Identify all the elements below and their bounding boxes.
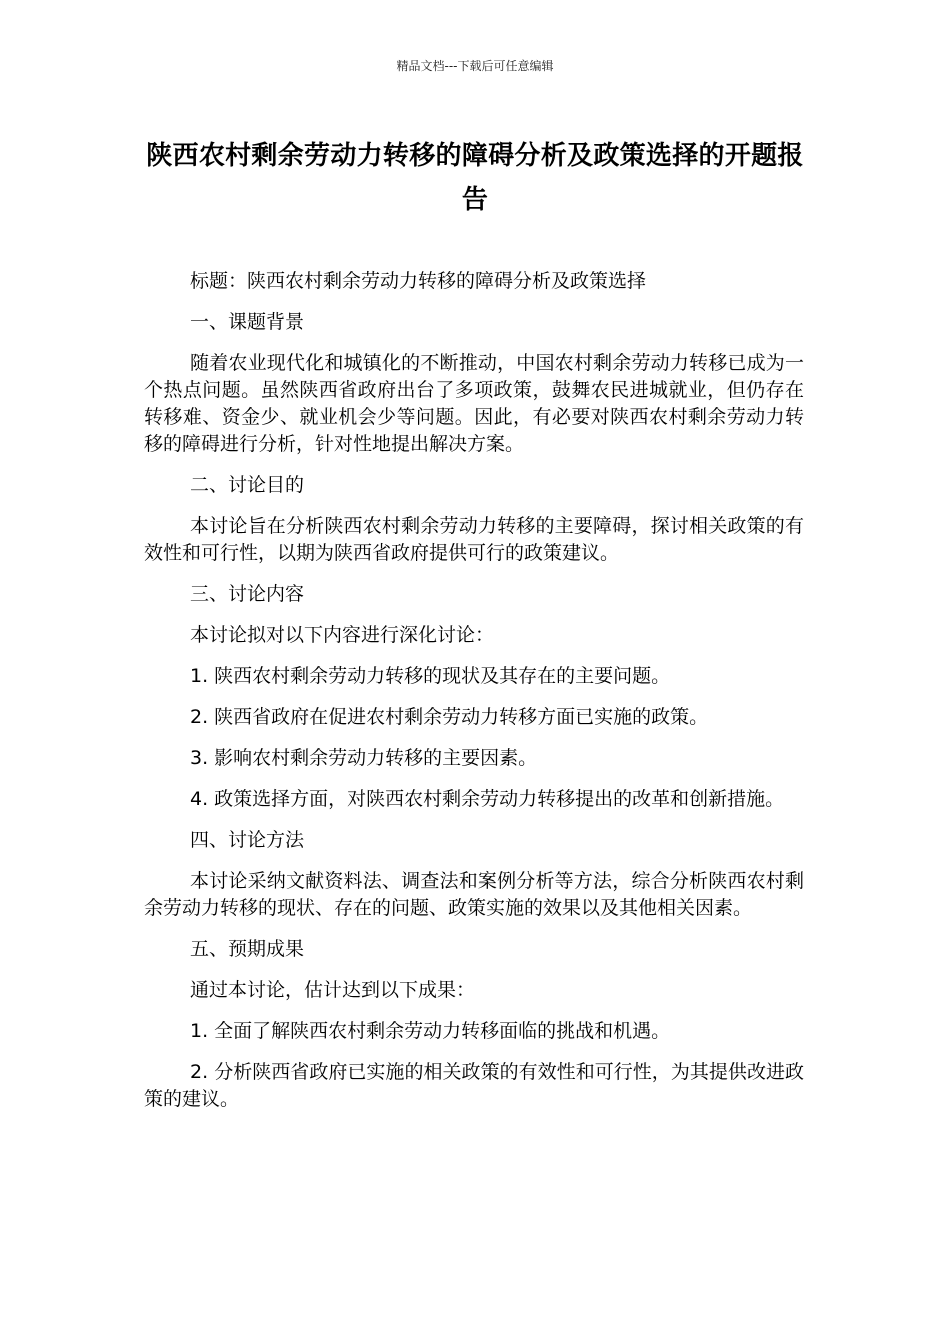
section-heading-content: 三、讨论内容 [190,583,305,605]
section-heading-background: 一、课题背景 [190,311,305,333]
list-item-content-4: 4. 政策选择方面，对陕西农村剩余劳动力转移提出的改革和创新措施。 [190,788,785,810]
section-heading-results: 五、预期成果 [190,938,305,960]
document-body [144,268,804,1127]
list-item-results-2: 2. 分析陕西省政府已实施的相关政策的有效性和可行性，为其提供改进政策的建议。 [144,1061,804,1110]
list-item-content-3: 3. 影响农村剩余劳动力转移的主要因素。 [190,747,538,769]
paragraph-purpose: 本讨论旨在分析陕西农村剩余劳动力转移的主要障碍，探讨相关政策的有效性和可行性，以期为陕西省政府提供可行的政策建议。 [144,515,804,564]
section-heading-method: 四、讨论方法 [190,829,305,851]
paragraph-content-intro: 本讨论拟对以下内容进行深化讨论： [190,624,495,646]
list-item-content-1: 1. 陕西农村剩余劳动力转移的现状及其存在的主要问题。 [190,665,671,687]
paragraph-subject: 标题：陕西农村剩余劳动力转移的障碍分析及政策选择 [190,270,647,292]
header-note: 精品文档---下载后可任意编辑 [396,59,554,73]
paragraph-method: 本讨论采纳文献资料法、调查法和案例分析等方法，综合分析陕西农村剩余劳动力转移的现状、存在的问题、政策实施的效果以及其他相关因素。 [144,870,804,919]
paragraph-results-intro: 通过本讨论，估计达到以下成果： [190,979,476,1001]
document-title: 陕西农村剩余劳动力转移的障碍分析及政策选择的开题报告 [146,141,804,215]
paragraph-background: 随着农业现代化和城镇化的不断推动，中国农村剩余劳动力转移已成为一个热点问题。虽然陕西省政府出台了多项政策，鼓舞农民进城就业，但仍存在转移难、资金少、就业机会少等问题。因此，有必要对陕西农村剩余劳动力转移的障碍进行分析，针对性地提出解决方案。 [144,352,804,455]
section-heading-purpose: 二、讨论目的 [190,474,305,496]
list-item-content-2: 2. 陕西省政府在促进农村剩余劳动力转移方面已实施的政策。 [190,706,709,728]
list-item-results-1: 1. 全面了解陕西农村剩余劳动力转移面临的挑战和机遇。 [190,1020,671,1042]
